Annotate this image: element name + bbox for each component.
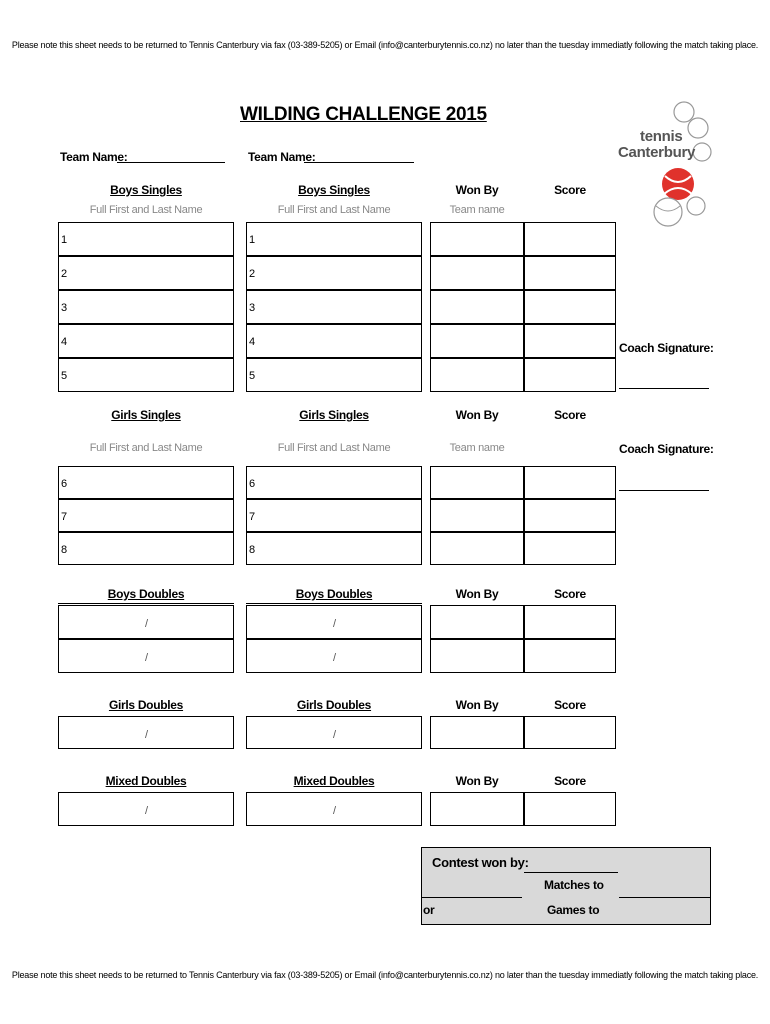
score-cell[interactable] [524, 792, 616, 826]
won-by-cell[interactable] [430, 256, 524, 290]
top-note: Please note this sheet needs to be returned to Tennis Canterbury via fax (03-389-5205) or Email (info@canterburytennis.co.nz) no later than the tuesday immediatly following the match taking place. [11, 40, 759, 50]
won-by-cell[interactable] [430, 605, 524, 639]
name-hint-girls-2: Full First and Last Name [277, 442, 391, 454]
row-number: 1 [61, 234, 68, 246]
row-number: 2 [249, 268, 256, 280]
name-hint-girls-1: Full First and Last Name [89, 442, 203, 454]
divider [246, 603, 422, 604]
row-number: 2 [61, 268, 68, 280]
score-cell[interactable] [524, 639, 616, 673]
score-header: Score [554, 183, 586, 197]
pair-separator: / [333, 618, 337, 630]
score-cell[interactable] [524, 605, 616, 639]
matches-score-field[interactable] [422, 897, 522, 898]
row-number: 4 [249, 336, 256, 348]
score-cell[interactable] [524, 532, 616, 565]
pair-separator: / [333, 652, 337, 664]
divider [58, 603, 234, 604]
won-by-header-girls-doubles: Won By [455, 698, 499, 712]
player-name-cell[interactable] [246, 532, 422, 565]
row-number: 5 [249, 370, 256, 382]
row-number: 8 [61, 544, 68, 556]
won-by-header-mixed: Won By [455, 774, 499, 788]
games-score-field[interactable] [619, 897, 710, 898]
team-name-field-2[interactable] [304, 162, 414, 163]
girls-singles-header-1: Girls Singles [111, 408, 181, 422]
girls-doubles-header-2: Girls Doubles [296, 698, 372, 712]
team-name-label-2: Team Name: [248, 150, 316, 164]
boys-singles-header-1: Boys Singles [110, 183, 182, 197]
player-name-cell[interactable] [246, 324, 422, 358]
girls-singles-header-2: Girls Singles [299, 408, 369, 422]
won-by-cell[interactable] [430, 499, 524, 532]
won-by-cell[interactable] [430, 290, 524, 324]
player-name-cell[interactable] [58, 222, 234, 256]
score-cell[interactable] [524, 716, 616, 749]
team-name-field-1[interactable] [117, 162, 225, 163]
pair-separator: / [145, 618, 149, 630]
player-name-cell[interactable] [58, 532, 234, 565]
won-by-cell[interactable] [430, 466, 524, 499]
score-cell[interactable] [524, 290, 616, 324]
score-cell[interactable] [524, 256, 616, 290]
won-by-header: Won By [455, 183, 499, 197]
name-hint-1: Full First and Last Name [89, 204, 203, 216]
tennis-balls-icon [618, 96, 718, 246]
row-number: 7 [61, 511, 68, 523]
score-header-girls-doubles: Score [554, 698, 586, 712]
player-name-cell[interactable] [58, 466, 234, 499]
team-hint-girls: Team name [449, 442, 505, 454]
won-by-cell[interactable] [430, 792, 524, 826]
player-name-cell[interactable] [246, 222, 422, 256]
row-number: 3 [249, 302, 256, 314]
pair-separator: / [145, 652, 149, 664]
won-by-cell[interactable] [430, 358, 524, 392]
pair-separator: / [145, 729, 149, 741]
pair-separator: / [145, 805, 149, 817]
boys-singles-header-2: Boys Singles [298, 183, 370, 197]
won-by-cell[interactable] [430, 222, 524, 256]
row-number: 6 [249, 478, 256, 490]
score-cell[interactable] [524, 358, 616, 392]
coach-signature-field-1[interactable] [619, 388, 709, 389]
boys-doubles-header-2: Boys Doubles [295, 587, 373, 601]
games-to-label: Games to [547, 903, 600, 917]
contest-winner-field[interactable] [524, 872, 618, 873]
matches-to-label: Matches to [544, 878, 604, 892]
logo-text-canterbury: Canterbury [618, 144, 696, 161]
page-title: WILDING CHALLENGE 2015 [240, 104, 487, 125]
won-by-header-girls: Won By [455, 408, 499, 422]
mixed-doubles-header-1: Mixed Doubles [105, 774, 187, 788]
pair-separator: / [333, 805, 337, 817]
player-name-cell[interactable] [246, 499, 422, 532]
won-by-cell[interactable] [430, 324, 524, 358]
or-label: or [423, 903, 435, 917]
row-number: 4 [61, 336, 68, 348]
mixed-doubles-header-2: Mixed Doubles [293, 774, 375, 788]
score-cell[interactable] [524, 324, 616, 358]
row-number: 8 [249, 544, 256, 556]
score-header-mixed: Score [554, 774, 586, 788]
row-number: 3 [61, 302, 68, 314]
tennis-canterbury-logo [618, 96, 718, 246]
won-by-cell[interactable] [430, 716, 524, 749]
row-number: 7 [249, 511, 256, 523]
player-name-cell[interactable] [246, 358, 422, 392]
score-cell[interactable] [524, 466, 616, 499]
score-header-boys-doubles: Score [554, 587, 586, 601]
player-name-cell[interactable] [246, 466, 422, 499]
player-name-cell[interactable] [58, 499, 234, 532]
player-name-cell[interactable] [246, 290, 422, 324]
team-hint: Team name [449, 204, 505, 216]
won-by-cell[interactable] [430, 532, 524, 565]
player-name-cell[interactable] [58, 256, 234, 290]
boys-doubles-header-1: Boys Doubles [107, 587, 185, 601]
coach-signature-label-2: Coach Signature: [619, 442, 714, 456]
player-name-cell[interactable] [58, 324, 234, 358]
player-name-cell[interactable] [246, 256, 422, 290]
score-cell[interactable] [524, 499, 616, 532]
pair-separator: / [333, 729, 337, 741]
player-name-cell[interactable] [58, 290, 234, 324]
row-number: 6 [61, 478, 68, 490]
coach-signature-field-2[interactable] [619, 490, 709, 491]
player-name-cell[interactable] [58, 358, 234, 392]
logo-text-tennis: tennis [640, 128, 683, 145]
bottom-note: Please note this sheet needs to be returned to Tennis Canterbury via fax (03-389-5205) or Email (info@canterburytennis.co.nz) no later than the tuesday immediatly following the match taking place. [11, 970, 759, 980]
won-by-cell[interactable] [430, 639, 524, 673]
coach-signature-label-1: Coach Signature: [619, 341, 714, 355]
won-by-header-boys-doubles: Won By [455, 587, 499, 601]
girls-doubles-header-1: Girls Doubles [108, 698, 184, 712]
score-header-girls: Score [554, 408, 586, 422]
contest-won-by-label: Contest won by: [432, 855, 529, 870]
score-cell[interactable] [524, 222, 616, 256]
row-number: 1 [249, 234, 256, 246]
team-name-label-1: Team Name: [60, 150, 128, 164]
row-number: 5 [61, 370, 68, 382]
name-hint-2: Full First and Last Name [277, 204, 391, 216]
